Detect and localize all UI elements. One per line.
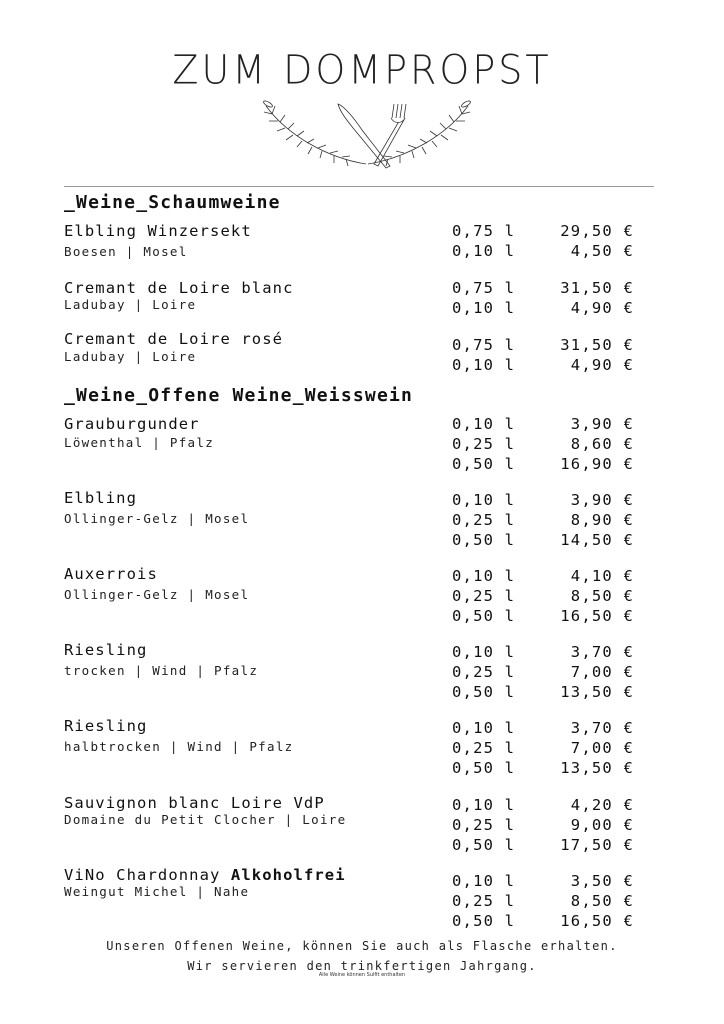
price-row bbox=[64, 435, 634, 455]
price: 31,50 € bbox=[560, 279, 634, 297]
volume: 0,10 l bbox=[452, 242, 516, 260]
price-row bbox=[64, 836, 634, 856]
price-row bbox=[64, 356, 634, 376]
price-row bbox=[64, 455, 634, 475]
price-row bbox=[64, 643, 634, 663]
price: 4,50 € bbox=[570, 242, 634, 260]
price-row bbox=[64, 739, 634, 759]
wine-name: Elbling Winzersekt bbox=[64, 222, 252, 240]
price: 8,50 € bbox=[570, 892, 634, 910]
volume: 0,10 l bbox=[452, 299, 516, 317]
price-row bbox=[64, 683, 634, 703]
price: 4,20 € bbox=[570, 796, 634, 814]
section-title-schaumweine: _Weine_Schaumweine bbox=[64, 192, 281, 213]
price-row bbox=[64, 796, 634, 816]
price: 16,90 € bbox=[560, 455, 634, 473]
price: 16,50 € bbox=[560, 607, 634, 625]
wine-producer: Löwenthal | Pfalz bbox=[64, 435, 215, 450]
volume: 0,10 l bbox=[452, 796, 516, 814]
footer-note-bottles: Unseren Offenen Weine, können Sie auch als Flasche erhalten. bbox=[106, 939, 618, 953]
volume: 0,25 l bbox=[452, 435, 516, 453]
volume: 0,10 l bbox=[452, 356, 516, 374]
price: 3,50 € bbox=[570, 872, 634, 890]
wine-name: Cremant de Loire blanc bbox=[64, 279, 294, 297]
volume: 0,10 l bbox=[452, 567, 516, 585]
wine-name: Auxerrois bbox=[64, 565, 158, 583]
volume: 0,25 l bbox=[452, 816, 516, 834]
price-row bbox=[64, 719, 634, 739]
price-row bbox=[64, 491, 634, 511]
price: 17,50 € bbox=[560, 836, 634, 854]
footer-note-vintage: Wir servieren den trinkfertigen Jahrgang. bbox=[187, 959, 537, 973]
price: 4,90 € bbox=[570, 356, 634, 374]
price-row bbox=[64, 816, 634, 836]
price: 13,50 € bbox=[560, 683, 634, 701]
wine-name: Elbling bbox=[64, 489, 138, 507]
wine-name: Sauvignon blanc Loire VdP bbox=[64, 794, 325, 812]
price-row bbox=[64, 222, 634, 242]
price: 3,90 € bbox=[570, 415, 634, 433]
price: 4,10 € bbox=[570, 567, 634, 585]
price-row bbox=[64, 336, 634, 356]
wine-producer: Ollinger-Gelz | Mosel bbox=[64, 511, 250, 526]
price-row bbox=[64, 587, 634, 607]
price: 3,70 € bbox=[570, 643, 634, 661]
wine-producer: Ladubay | Loire bbox=[64, 349, 197, 364]
wine-producer: Weingut Michel | Nahe bbox=[64, 884, 250, 899]
volume: 0,10 l bbox=[452, 643, 516, 661]
volume: 0,10 l bbox=[452, 872, 516, 890]
price: 8,50 € bbox=[570, 587, 634, 605]
wine-name: Riesling bbox=[64, 641, 148, 659]
volume: 0,50 l bbox=[452, 912, 516, 930]
wreath-cutlery-icon bbox=[258, 96, 476, 174]
wine-producer: Boesen | Mosel bbox=[64, 244, 188, 259]
alkoholfrei-label: Alkoholfrei bbox=[230, 866, 346, 884]
volume: 0,75 l bbox=[452, 222, 516, 240]
volume: 0,25 l bbox=[452, 739, 516, 757]
footer-note-sulfite: Alle Weine können Sulfit enthalten bbox=[318, 972, 406, 978]
wine-name: Riesling bbox=[64, 717, 148, 735]
header-divider bbox=[64, 186, 654, 187]
price-row bbox=[64, 242, 634, 262]
volume: 0,25 l bbox=[452, 511, 516, 529]
volume: 0,10 l bbox=[452, 719, 516, 737]
volume: 0,10 l bbox=[452, 491, 516, 509]
price-row bbox=[64, 279, 634, 299]
price-row bbox=[64, 663, 634, 683]
price: 7,00 € bbox=[570, 663, 634, 681]
wine-name: Grauburgunder bbox=[64, 415, 200, 433]
price: 16,50 € bbox=[560, 912, 634, 930]
section-title-weisswein: _Weine_Offene Weine_Weisswein bbox=[64, 385, 414, 406]
wine-producer: Domaine du Petit Clocher | Loire bbox=[64, 812, 347, 827]
price: 31,50 € bbox=[560, 336, 634, 354]
price: 29,50 € bbox=[560, 222, 634, 240]
price-row bbox=[64, 299, 634, 319]
price: 7,00 € bbox=[570, 739, 634, 757]
restaurant-title: ZUM DOMPROPST bbox=[172, 46, 552, 94]
volume: 0,75 l bbox=[452, 336, 516, 354]
volume: 0,25 l bbox=[452, 663, 516, 681]
wine-name: Cremant de Loire rosé bbox=[64, 330, 284, 348]
price-row bbox=[64, 892, 634, 912]
price: 4,90 € bbox=[570, 299, 634, 317]
price: 8,60 € bbox=[570, 435, 634, 453]
price-row bbox=[64, 607, 634, 627]
wine-producer: Ollinger-Gelz | Mosel bbox=[64, 587, 250, 602]
volume: 0,25 l bbox=[452, 892, 516, 910]
wine-producer: halbtrocken | Wind | Pfalz bbox=[64, 739, 294, 754]
price-row bbox=[64, 912, 634, 932]
wine-producer: Ladubay | Loire bbox=[64, 297, 197, 312]
price-row bbox=[64, 872, 634, 892]
price: 8,90 € bbox=[570, 511, 634, 529]
volume: 0,50 l bbox=[452, 531, 516, 549]
volume: 0,50 l bbox=[452, 836, 516, 854]
price: 3,90 € bbox=[570, 491, 634, 509]
wine-name-regular: ViNo Chardonnay bbox=[64, 866, 221, 884]
volume: 0,10 l bbox=[452, 415, 516, 433]
price-row bbox=[64, 759, 634, 779]
volume: 0,50 l bbox=[452, 683, 516, 701]
price: 9,00 € bbox=[570, 816, 634, 834]
price: 13,50 € bbox=[560, 759, 634, 777]
volume: 0,50 l bbox=[452, 607, 516, 625]
price: 3,70 € bbox=[570, 719, 634, 737]
price: 14,50 € bbox=[560, 531, 634, 549]
price-row bbox=[64, 567, 634, 587]
volume: 0,50 l bbox=[452, 759, 516, 777]
volume: 0,50 l bbox=[452, 455, 516, 473]
volume: 0,75 l bbox=[452, 279, 516, 297]
price-row bbox=[64, 511, 634, 531]
price-row bbox=[64, 415, 634, 435]
wine-producer: trocken | Wind | Pfalz bbox=[64, 663, 259, 678]
price-row bbox=[64, 531, 634, 551]
volume: 0,25 l bbox=[452, 587, 516, 605]
